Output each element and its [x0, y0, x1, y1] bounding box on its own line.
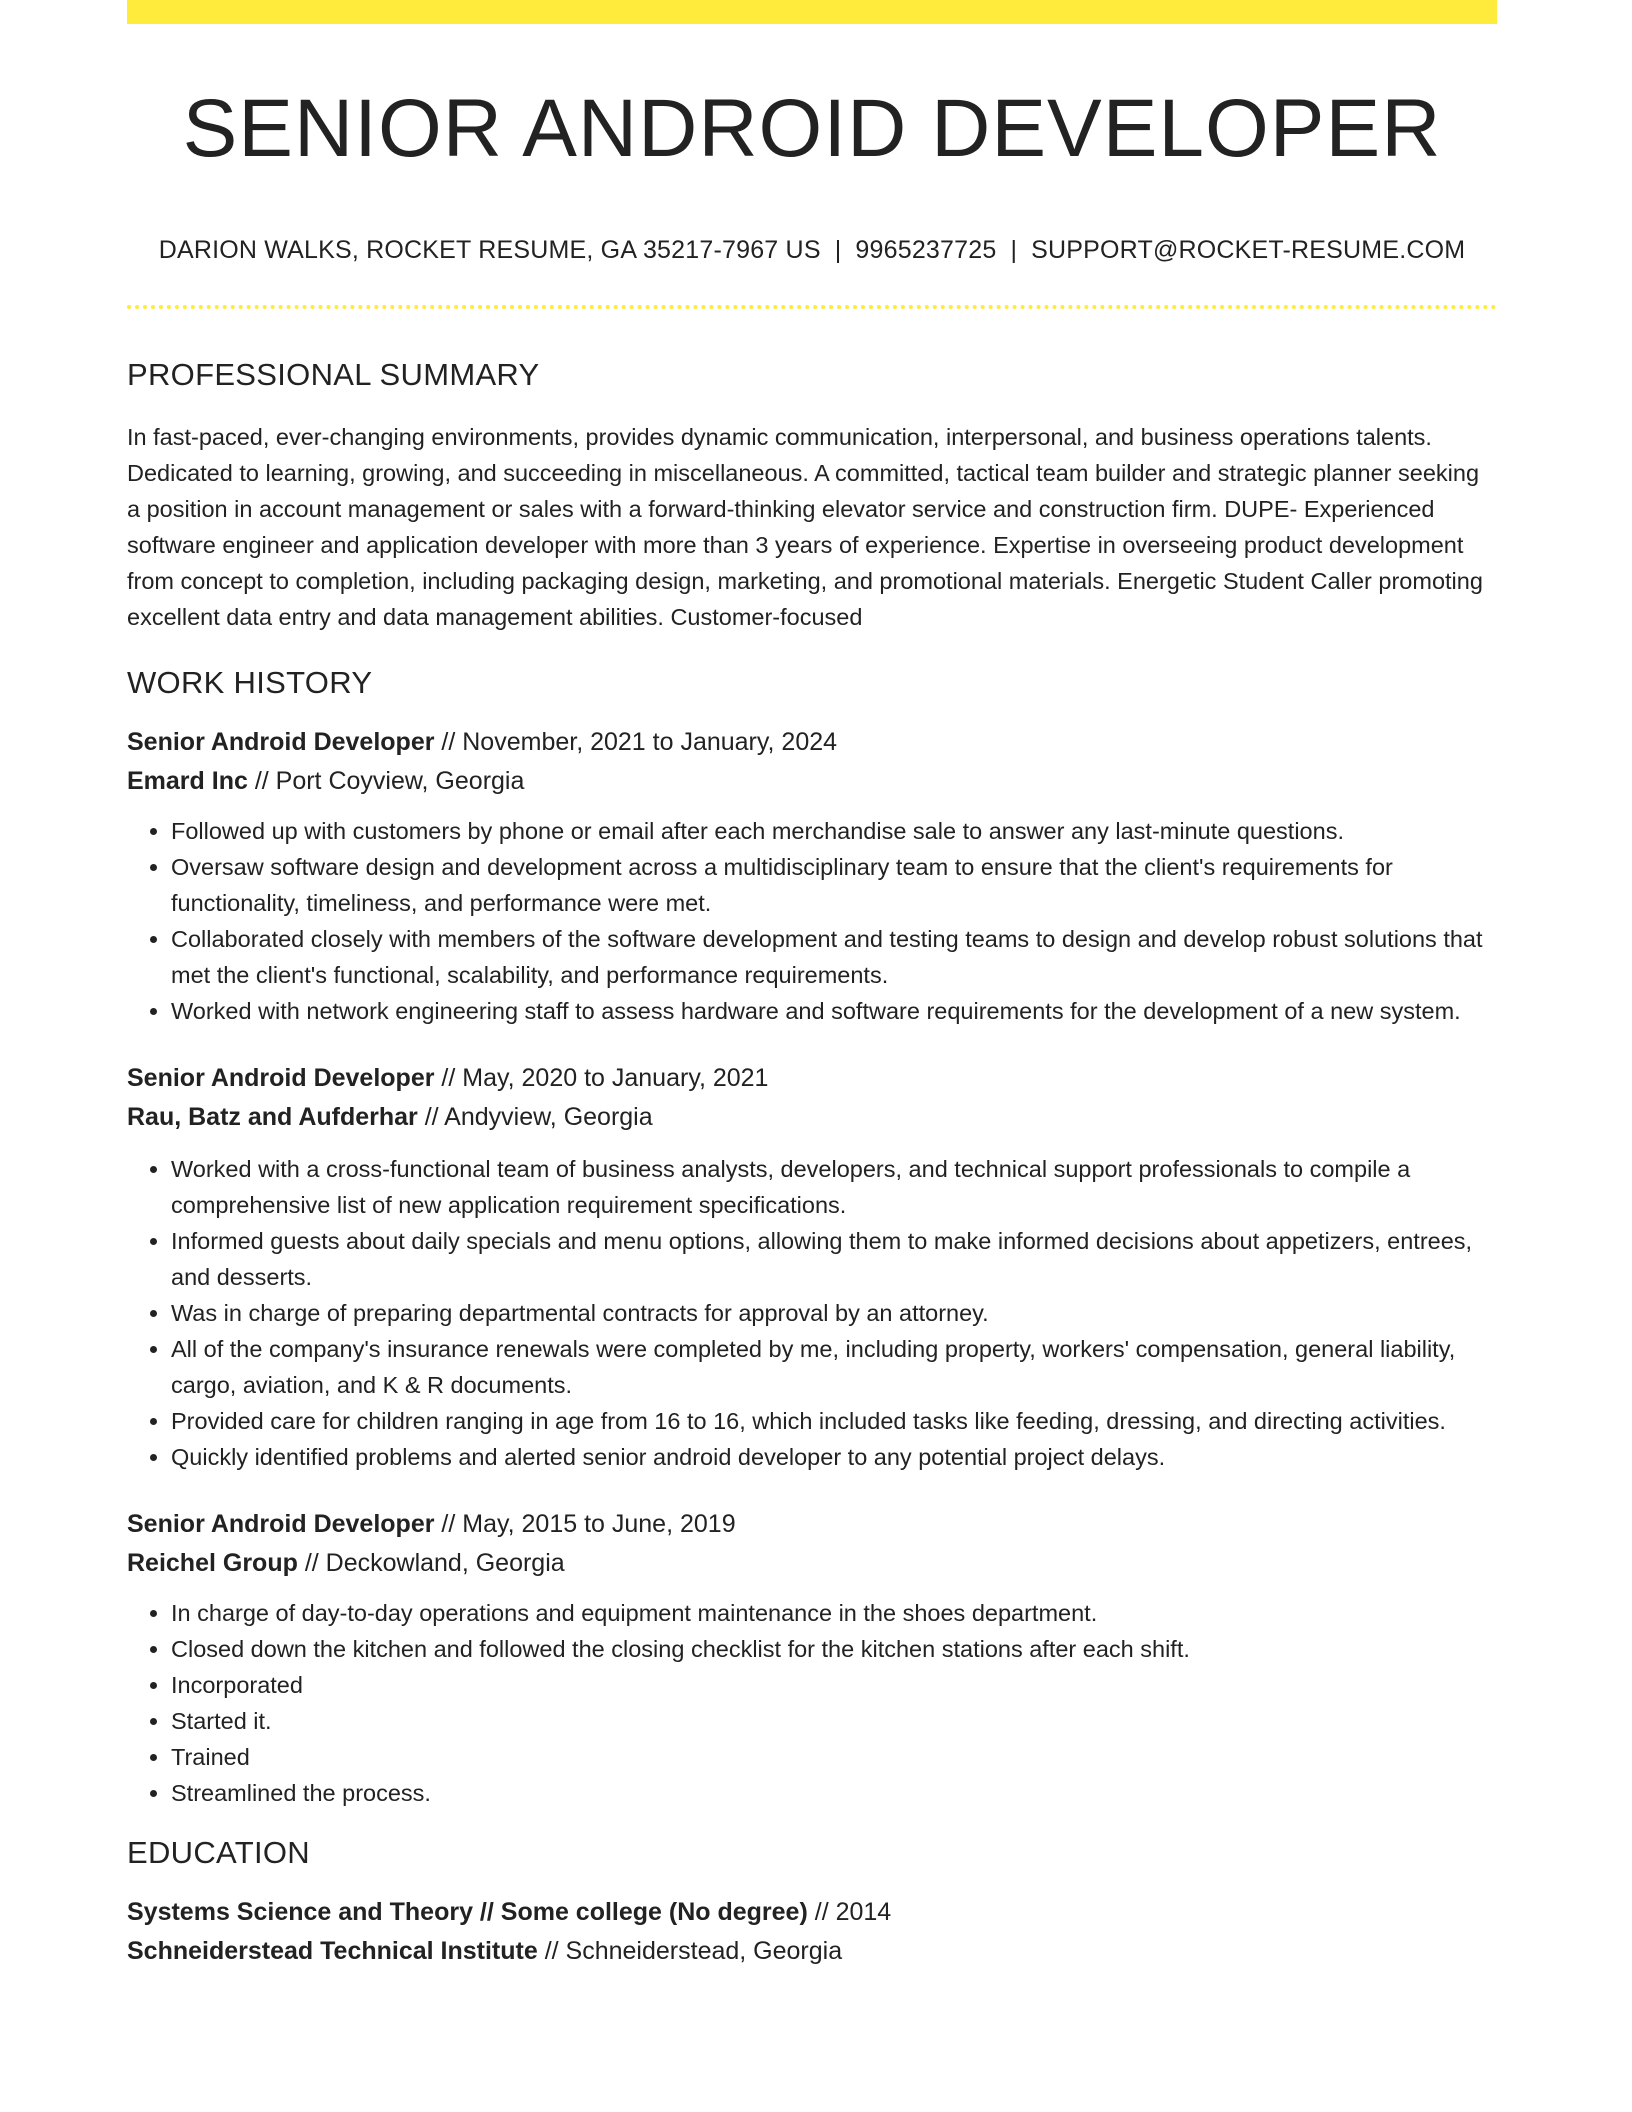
education-heading: EDUCATION	[127, 1835, 310, 1871]
job-company: Rau, Batz and Aufderhar	[127, 1103, 418, 1132]
job-entry	[127, 1059, 1497, 1475]
job-title: Senior Android Developer	[127, 728, 435, 757]
job-location: // Port Coyview, Georgia	[247, 767, 525, 796]
contact-phone: 9965237725	[855, 236, 997, 265]
job-title: Senior Android Developer	[127, 1510, 435, 1539]
job-dates: // May, 2020 to January, 2021	[434, 1064, 769, 1093]
education-entry	[127, 1893, 1497, 1971]
job-company-line	[127, 1544, 1497, 1583]
job-bullet: • Informed guests about daily specials and menu options, allowing them to make informed decisions about appetizers, entrees, and desserts.	[171, 1223, 1497, 1295]
job-bullet: • Provided care for children ranging in age from 16 to 16, which included tasks like feeding, dressing, and directing activities.	[171, 1403, 1497, 1439]
job-bullets	[127, 1595, 1497, 1811]
job-bullet: • Incorporated	[171, 1667, 1497, 1703]
job-title: Senior Android Developer	[127, 1064, 435, 1093]
summary-text: In fast-paced, ever-changing environments, provides dynamic communication, interpersonal, and business operations talents. Dedicated to learning, growing, and succeeding in miscellaneous. A committed, tactical team builder and strategic planner seeking a position in account management or sales with a forward-thinking elevator service and construction firm. DUPE- Experienced software engineer and application developer with more than 3 years of experience. Expertise in overseeing product development from concept to completion, including packaging design, marketing, and promotional materials. Energetic Student Caller promoting excellent data entry and data management abilities. Customer-focused	[127, 424, 1483, 631]
job-bullet: • Collaborated closely with members of the software development and testing teams to design and develop robust solutions that met the client's functional, scalability, and performance requirements.	[171, 921, 1497, 993]
job-title-line	[127, 723, 1497, 762]
contact-line	[127, 236, 1497, 265]
contact-separator: |	[834, 236, 842, 265]
accent-top-bar	[127, 0, 1497, 24]
job-company-line	[127, 762, 1497, 801]
job-bullets	[127, 1151, 1497, 1475]
work-history-heading: WORK HISTORY	[127, 665, 373, 701]
job-bullet: • Streamlined the process.	[171, 1775, 1497, 1811]
job-entry	[127, 1505, 1497, 1811]
job-bullet: • Quickly identified problems and alerted senior android developer to any potential project delays.	[171, 1439, 1497, 1475]
contact-separator: |	[1010, 236, 1018, 265]
job-bullet: • All of the company's insurance renewals were completed by me, including property, workers' compensation, general liability, cargo, aviation, and K & R documents.	[171, 1331, 1497, 1403]
job-title-line	[127, 1059, 1497, 1098]
job-bullet: • Worked with a cross-functional team of business analysts, developers, and technical support professionals to compile a comprehensive list of new application requirement specifications.	[171, 1151, 1497, 1223]
job-location: // Deckowland, Georgia	[297, 1549, 565, 1578]
resume-page	[127, 0, 1497, 1971]
job-bullet: • Worked with network engineering staff to assess hardware and software requirements for the development of a new system.	[171, 993, 1497, 1029]
education-degree: Systems Science and Theory // Some college (No degree)	[127, 1898, 808, 1927]
job-title-line	[127, 1505, 1497, 1544]
resume-title: SENIOR ANDROID DEVELOPER	[182, 83, 1442, 174]
job-bullet: • Trained	[171, 1739, 1497, 1775]
job-bullet: • Oversaw software design and development across a multidisciplinary team to ensure that the client's requirements for functionality, timeliness, and performance were met.	[171, 849, 1497, 921]
job-dates: // November, 2021 to January, 2024	[434, 728, 838, 757]
job-location: // Andyview, Georgia	[417, 1103, 653, 1132]
education-location: // Schneiderstead, Georgia	[537, 1937, 843, 1966]
education-school: Schneiderstead Technical Institute	[127, 1937, 538, 1966]
job-bullet: • Closed down the kitchen and followed the closing checklist for the kitchen stations after each shift.	[171, 1631, 1497, 1667]
job-dates: // May, 2015 to June, 2019	[434, 1510, 736, 1539]
dotted-divider	[127, 305, 1497, 309]
job-company: Reichel Group	[127, 1549, 298, 1578]
job-entry	[127, 723, 1497, 1029]
job-bullet: • Followed up with customers by phone or email after each merchandise sale to answer any last-minute questions.	[171, 813, 1497, 849]
job-bullets	[127, 813, 1497, 1029]
summary-heading: PROFESSIONAL SUMMARY	[127, 357, 540, 393]
education-degree-line	[127, 1893, 1497, 1932]
job-company: Emard Inc	[127, 767, 248, 796]
job-bullet: • Was in charge of preparing departmental contracts for approval by an attorney.	[171, 1295, 1497, 1331]
job-bullet: • In charge of day-to-day operations and equipment maintenance in the shoes department.	[171, 1595, 1497, 1631]
job-bullet: • Started it.	[171, 1703, 1497, 1739]
job-company-line	[127, 1098, 1497, 1137]
contact-email: SUPPORT@ROCKET-RESUME.COM	[1031, 236, 1466, 265]
education-school-line	[127, 1932, 1497, 1971]
contact-address: DARION WALKS, ROCKET RESUME, GA 35217-7967 US	[158, 236, 821, 265]
education-year: // 2014	[807, 1898, 892, 1927]
